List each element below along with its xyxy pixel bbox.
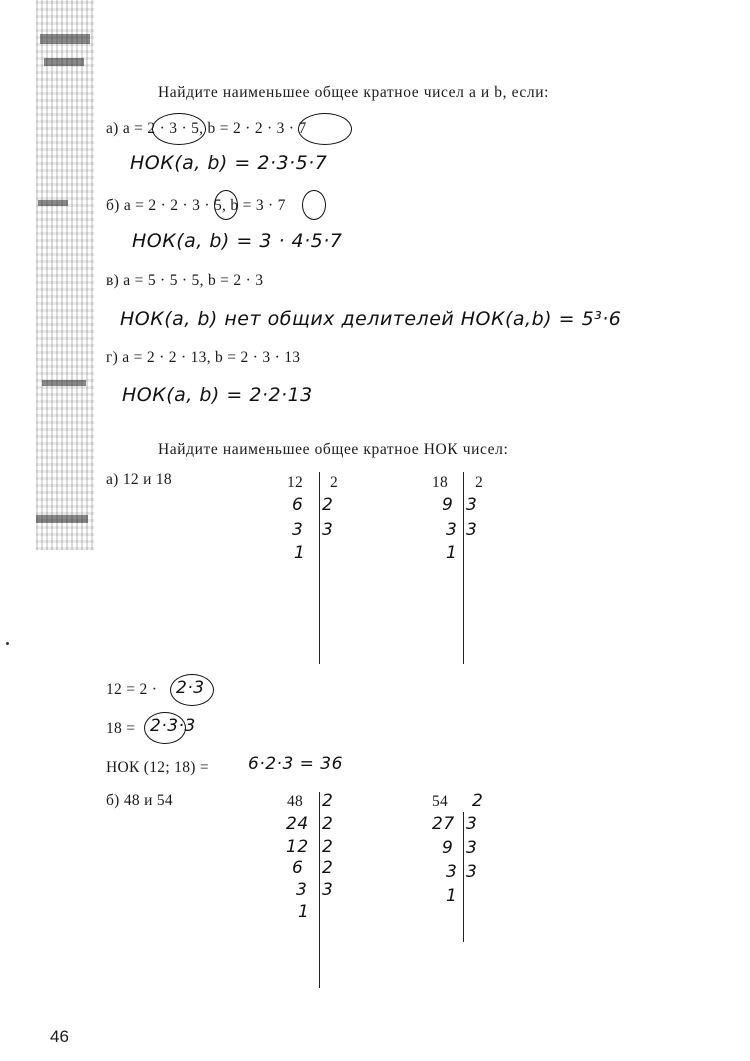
task1-d-answer: НОК(a, b) = 2·2·13 — [122, 384, 313, 406]
circle-mark — [152, 113, 206, 145]
factor-quotient: 27 — [432, 814, 455, 834]
scan-speck — [6, 642, 9, 645]
factor-quotient: 9 — [442, 838, 454, 858]
factor-divisor: 2 — [322, 837, 334, 857]
factor-quotient: 1 — [446, 543, 458, 563]
factor-quotient: 1 — [446, 886, 458, 906]
factor-line — [463, 812, 464, 942]
factor-quotient: 1 — [298, 902, 310, 922]
factor-divisor: 3 — [322, 880, 334, 900]
factor-quotient: 3 — [292, 520, 304, 540]
factor-quotient: 9 — [442, 495, 454, 515]
circle-mark — [214, 190, 238, 220]
circle-mark — [170, 674, 214, 706]
factor-divisor: 2 — [322, 814, 334, 834]
factor-quotient: 6 — [292, 858, 304, 878]
factor-line — [463, 472, 464, 664]
factor-divisor: 2 — [322, 858, 334, 878]
lcm-result-label: НОК (12; 18) = — [106, 759, 209, 776]
factor-divisor: 2 — [475, 474, 484, 491]
task1-d-label: г) a = 2 · 2 · 13, b = 2 · 3 · 13 — [106, 349, 301, 366]
factor-quotient: 1 — [294, 543, 306, 563]
task1-c-label: в) a = 5 · 5 · 5, b = 2 · 3 — [106, 272, 264, 289]
factor-divisor: 2 — [472, 791, 484, 811]
factor-head-54: 54 — [432, 793, 449, 810]
scanned-binding-edge — [36, 0, 94, 550]
factor-line — [319, 472, 320, 664]
factor-quotient: 12 — [286, 837, 309, 857]
eq-18: 18 = — [106, 720, 136, 737]
factor-quotient: 24 — [286, 814, 309, 834]
task2-title: Найдите наименьшее общее кратное НОК чисел: — [158, 441, 509, 458]
eq-12-factors: 2·3 — [176, 678, 205, 698]
task1-a-answer: НОК(a, b) = 2·3·5·7 — [130, 152, 328, 174]
eq-18-factors: 2·3·3 — [150, 716, 196, 736]
factor-quotient: 3 — [446, 862, 458, 882]
factor-divisor: 2 — [330, 474, 339, 491]
factor-divisor: 2 — [322, 495, 334, 515]
factor-divisor: 2 — [322, 791, 334, 811]
factor-line — [319, 792, 320, 988]
task1-a-label: а) a = 2 · 3 · 5, b = 2 · 2 · 3 · 7 — [106, 120, 307, 137]
task1-c-answer: НОК(a, b) нет общих делителей НОК(a,b) = 5³·6 — [120, 308, 622, 330]
factor-quotient: 3 — [296, 880, 308, 900]
factor-head-12: 12 — [287, 474, 304, 491]
circle-mark — [302, 190, 326, 220]
factor-quotient: 6 — [292, 495, 304, 515]
task1-title: Найдите наименьшее общее кратное чисел a и b, если: — [158, 84, 550, 101]
eq-12: 12 = 2 · — [106, 681, 158, 698]
circle-mark — [144, 712, 186, 744]
factor-divisor: 3 — [466, 838, 478, 858]
factor-divisor: 3 — [322, 520, 334, 540]
factor-divisor: 3 — [466, 495, 478, 515]
task1-b-answer: НОК(a, b) = 3 · 4·5·7 — [132, 230, 343, 252]
task1-b-label: б) a = 2 · 2 · 3 · 5, b = 3 · 7 — [106, 197, 286, 214]
page-number: 46 — [50, 1027, 69, 1046]
circle-mark — [298, 113, 352, 145]
factor-divisor: 3 — [466, 520, 478, 540]
factor-head-18: 18 — [432, 474, 449, 491]
task2-a-label: а) 12 и 18 — [106, 471, 172, 488]
factor-head-48: 48 — [287, 793, 304, 810]
factor-divisor: 3 — [466, 862, 478, 882]
task2-b-label: б) 48 и 54 — [106, 792, 173, 809]
factor-quotient: 3 — [446, 520, 458, 540]
lcm-result-value: 6·2·3 = 36 — [248, 754, 343, 774]
factor-divisor: 3 — [466, 814, 478, 834]
